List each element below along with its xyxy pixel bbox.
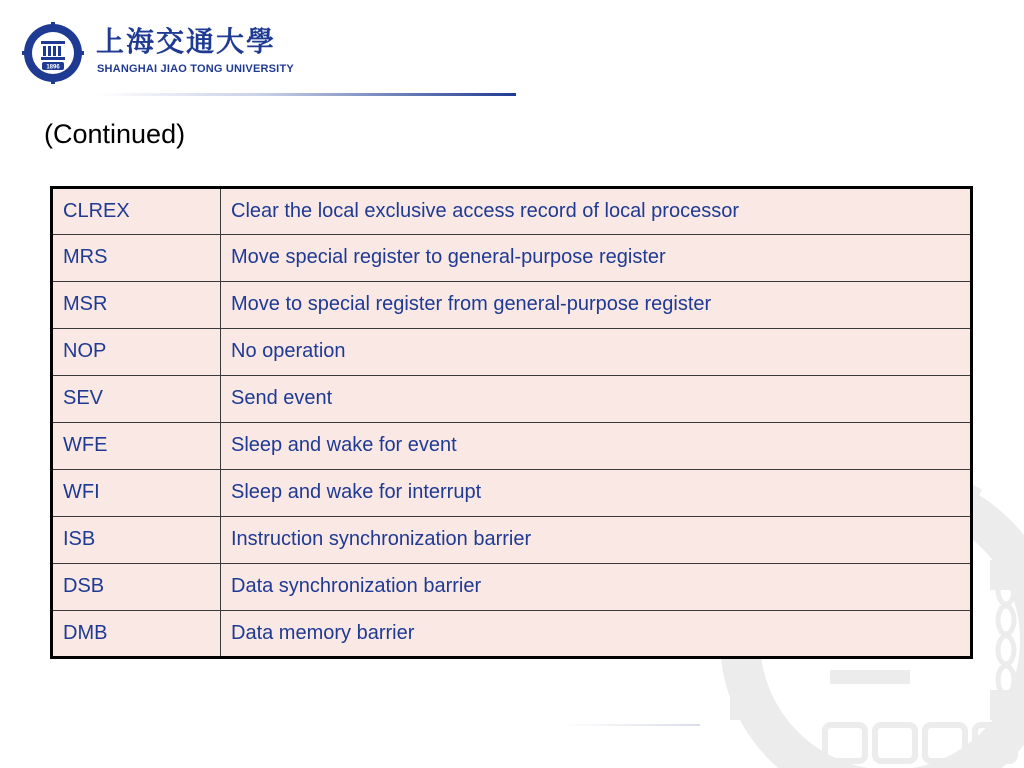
instruction-mnemonic: NOP — [52, 329, 221, 376]
instruction-description: No operation — [221, 329, 972, 376]
instruction-mnemonic: WFE — [52, 423, 221, 470]
instruction-mnemonic: CLREX — [52, 188, 221, 235]
instruction-description: Data synchronization barrier — [221, 564, 972, 611]
page-title: (Continued) — [44, 119, 186, 149]
table-row — [52, 564, 972, 611]
table-row — [52, 282, 972, 329]
table-row — [52, 470, 972, 517]
instruction-table-body — [52, 188, 972, 658]
instruction-mnemonic: MSR — [52, 282, 221, 329]
header — [0, 0, 1024, 100]
instruction-description: Data memory barrier — [221, 611, 972, 658]
table-row — [52, 517, 972, 564]
svg-text:1896: 1896 — [46, 64, 60, 71]
instruction-table — [50, 186, 973, 659]
instruction-mnemonic: ISB — [52, 517, 221, 564]
instruction-description: Send event — [221, 376, 972, 423]
instruction-mnemonic: DMB — [52, 611, 221, 658]
instruction-mnemonic: MRS — [52, 235, 221, 282]
table-row — [52, 329, 972, 376]
table-row — [52, 611, 972, 658]
instruction-description: Move special register to general-purpose register — [221, 235, 972, 282]
sjtu-emblem-icon — [22, 22, 84, 84]
table-row — [52, 235, 972, 282]
header-divider — [96, 93, 516, 96]
instruction-mnemonic: WFI — [52, 470, 221, 517]
instruction-description: Sleep and wake for interrupt — [221, 470, 972, 517]
logo-chinese-name: 上海交通大學 — [96, 25, 277, 58]
table-row — [52, 188, 972, 235]
instruction-mnemonic: DSB — [52, 564, 221, 611]
instruction-description: Instruction synchronization barrier — [221, 517, 972, 564]
bottom-divider — [560, 724, 700, 726]
instruction-description: Clear the local exclusive access record of local processor — [221, 188, 972, 235]
table-row — [52, 423, 972, 470]
table-row — [52, 376, 972, 423]
instruction-description: Sleep and wake for event — [221, 423, 972, 470]
logo-english-name: SHANGHAI JIAO TONG UNIVERSITY — [97, 63, 294, 75]
instruction-mnemonic: SEV — [52, 376, 221, 423]
instruction-description: Move to special register from general-purpose register — [221, 282, 972, 329]
